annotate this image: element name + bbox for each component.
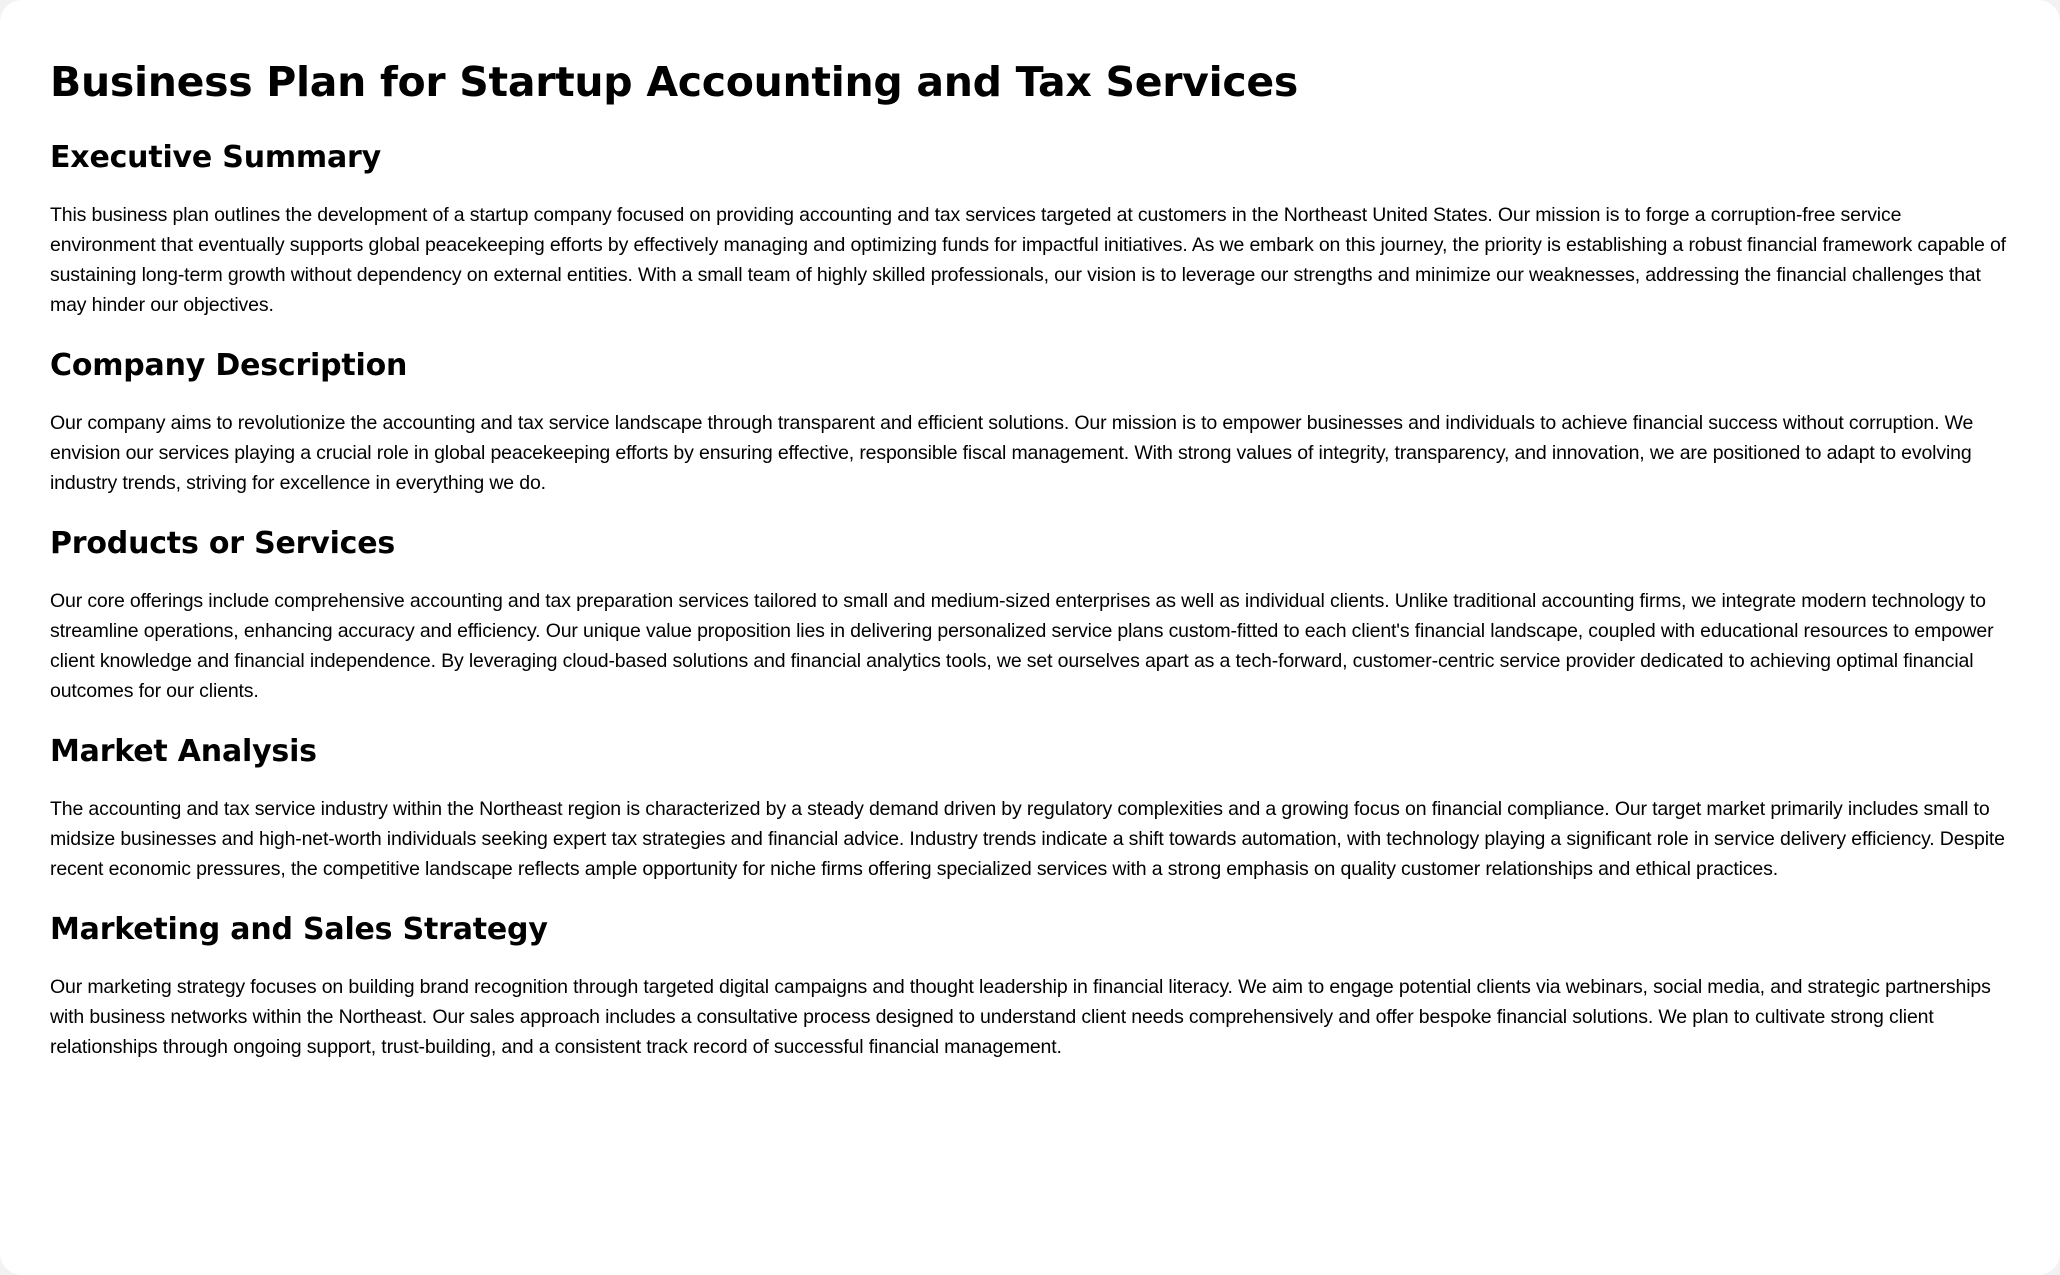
section-body: Our core offerings include comprehensive accounting and tax preparation services tailored to small and medium-sized enterprises as well as individual clients. Unlike traditional accounting firms, we integrate modern technology to streamline operations, enhancing accuracy and efficiency. Our unique value proposition lies in delivering personalized service plans custom-fitted to each client's financial landscape, coupled with educational resources to empower client knowledge and financial independence. By leveraging cloud-based solutions and financial analytics tools, we set ourselves apart as a tech-forward, customer-centric service provider dedicated to achieving optimal financial outcomes for our clients. — [50, 590, 1994, 702]
section-heading: Executive Summary — [50, 140, 381, 175]
section-body: The accounting and tax service industry within the Northeast region is characterized by a steady demand driven by regulatory complexities and a growing focus on financial compliance. Our target market primarily includes small to midsize businesses and high-net-worth individuals seeking expert tax strategies and financial advice. Industry trends indicate a shift towards automation, with technology playing a significant role in service delivery efficiency. Despite recent economic pressures, the competitive landscape reflects ample opportunity for niche firms offering specialized services with a strong emphasis on quality customer relationships and ethical practices. — [50, 798, 2005, 880]
section-body: This business plan outlines the development of a startup company focused on providing accounting and tax services targeted at customers in the Northeast United States. Our mission is to forge a corruption-free service environment that eventually supports global peacekeeping efforts by effectively managing and optimizing funds for impactful initiatives. As we embark on this journey, the priority is establishing a robust financial framework capable of sustaining long-term growth without dependency on external entities. With a small team of highly skilled professionals, our vision is to leverage our strengths and minimize our weaknesses, addressing the financial challenges that may hinder our objectives. — [50, 204, 2006, 316]
section-heading: Market Analysis — [50, 734, 317, 769]
section-heading: Marketing and Sales Strategy — [50, 912, 548, 947]
section-executive-summary — [50, 136, 2010, 320]
section-marketing-and-sales-strategy — [50, 908, 2010, 1062]
section-company-description — [50, 344, 2010, 498]
section-products-or-services — [50, 522, 2010, 706]
section-market-analysis — [50, 730, 2010, 884]
section-heading: Company Description — [50, 348, 408, 383]
section-body: Our marketing strategy focuses on building brand recognition through targeted digital campaigns and thought leadership in financial literacy. We aim to engage potential clients via webinars, social media, and strategic partnerships with business networks within the Northeast. Our sales approach includes a consultative process designed to understand client needs comprehensively and offer bespoke financial solutions. We plan to cultivate strong client relationships through ongoing support, trust-building, and a consistent track record of successful financial management. — [50, 976, 1991, 1058]
document-title: Business Plan for Startup Accounting and Tax Services — [50, 58, 1298, 106]
section-heading: Products or Services — [50, 526, 396, 561]
section-body: Our company aims to revolutionize the accounting and tax service landscape through transparent and efficient solutions. Our mission is to empower businesses and individuals to achieve financial success without corruption. We envision our services playing a crucial role in global peacekeeping efforts by ensuring effective, responsible fiscal management. With strong values of integrity, transparency, and innovation, we are positioned to adapt to evolving industry trends, striving for excellence in everything we do. — [50, 412, 1974, 494]
